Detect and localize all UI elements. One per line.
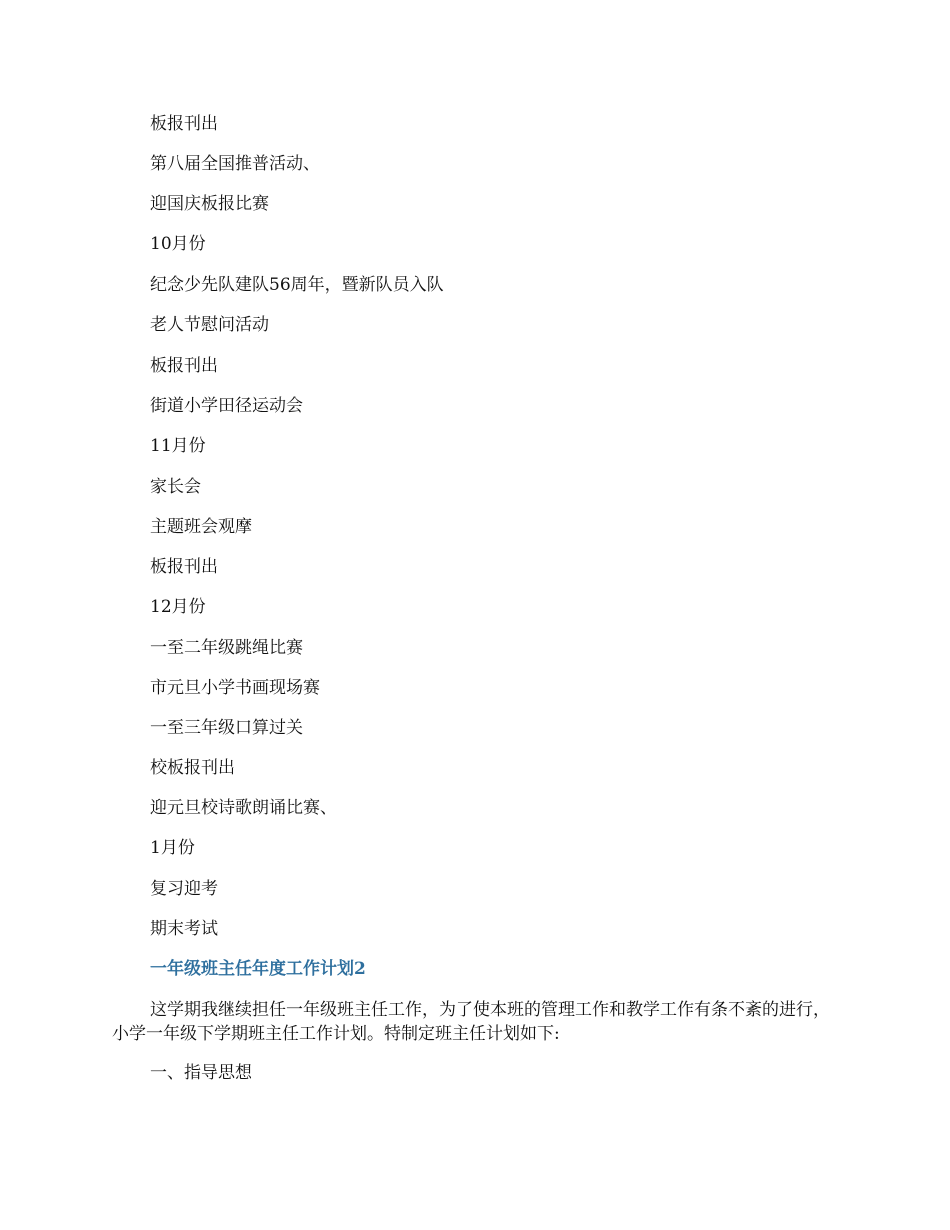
month-heading: 11月份: [150, 436, 206, 456]
schedule-line: 迎国庆板报比赛: [150, 194, 269, 214]
schedule-line: 板报刊出: [150, 557, 218, 577]
schedule-line: 主题班会观摩: [150, 517, 252, 537]
subsection-heading: 一、指导思想: [150, 1063, 252, 1083]
schedule-line: 街道小学田径运动会: [150, 396, 303, 416]
schedule-line: 一至三年级口算过关: [150, 718, 303, 738]
schedule-line: 板报刊出: [150, 356, 218, 376]
section-heading: 一年级班主任年度工作计划2: [150, 959, 366, 979]
month-heading: 10月份: [150, 234, 206, 254]
schedule-line: 迎元旦校诗歌朗诵比赛、: [150, 798, 337, 818]
schedule-line: 第八届全国推普活动、: [150, 154, 320, 174]
schedule-line: 市元旦小学书画现场赛: [150, 678, 320, 698]
schedule-line: 期末考试: [150, 919, 218, 939]
schedule-line: 复习迎考: [150, 879, 218, 899]
schedule-line: 一至二年级跳绳比赛: [150, 638, 303, 658]
schedule-line: 校板报刊出: [150, 758, 235, 778]
month-heading: 12月份: [150, 597, 206, 617]
month-heading: 1月份: [150, 838, 195, 858]
schedule-line: 板报刊出: [150, 114, 218, 134]
intro-paragraph: 这学期我继续担任一年级班主任工作，为了使本班的管理工作和教学工作有条不紊的进行，小学一年级下学期班主任工作计划。特制定班主任计划如下:: [112, 1000, 830, 1044]
schedule-line: 家长会: [150, 477, 201, 497]
schedule-line: 纪念少先队建队56周年，暨新队员入队: [150, 275, 444, 295]
schedule-line: 老人节慰问活动: [150, 315, 269, 335]
